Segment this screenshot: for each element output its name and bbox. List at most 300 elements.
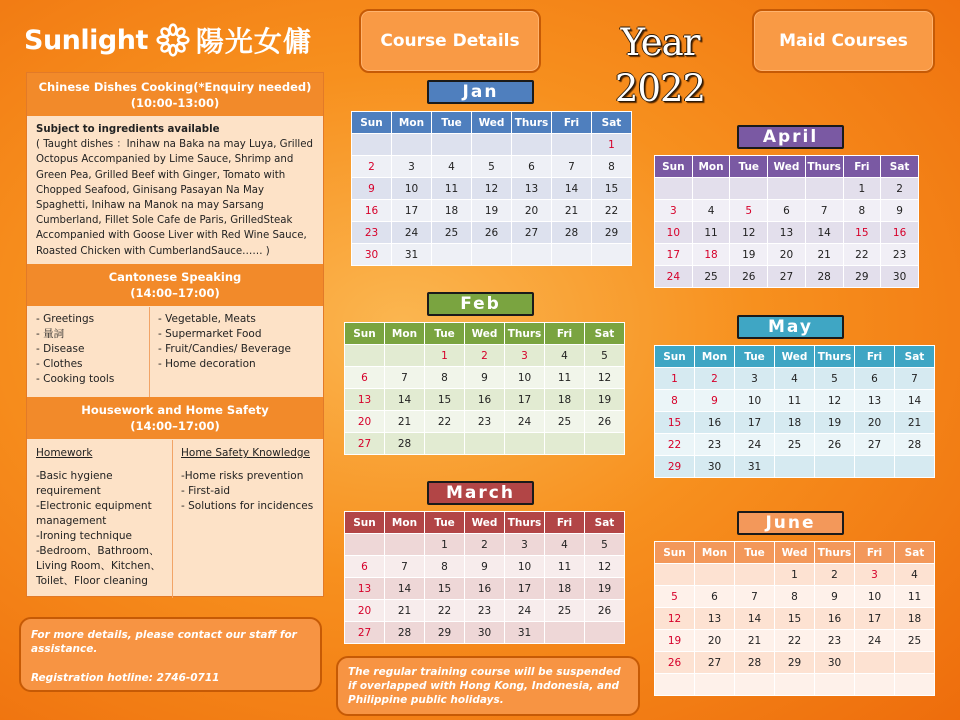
empty-day-cell	[655, 674, 695, 696]
day-cell[interactable]: 4	[545, 534, 585, 556]
day-cell[interactable]: 19	[585, 578, 625, 600]
day-cell[interactable]: 4	[692, 200, 730, 222]
day-cell[interactable]: 10	[505, 556, 545, 578]
day-cell[interactable]: 12	[472, 178, 512, 200]
day-cell[interactable]: 1	[775, 564, 815, 586]
day-cell[interactable]: 9	[881, 200, 919, 222]
topic-item: -Ironing technique	[36, 530, 132, 542]
day-cell[interactable]: 30	[695, 456, 735, 478]
logo-chinese-name: 陽光女傭	[195, 25, 312, 58]
empty-day-cell	[855, 456, 895, 478]
day-cell[interactable]: 4	[545, 345, 585, 367]
day-cell[interactable]: 27	[512, 222, 552, 244]
course-details-button[interactable]	[359, 9, 541, 73]
empty-day-cell	[545, 622, 585, 644]
day-cell[interactable]: 8	[843, 200, 881, 222]
day-cell[interactable]: 1	[592, 134, 632, 156]
day-cell[interactable]: 16	[465, 578, 505, 600]
cooking-header	[27, 73, 323, 117]
calendar-feb	[344, 322, 625, 455]
day-cell[interactable]: 19	[472, 200, 512, 222]
day-cell[interactable]: 21	[735, 630, 775, 652]
holiday-suspension-note	[336, 656, 640, 716]
day-cell[interactable]: 26	[585, 411, 625, 433]
day-cell[interactable]: 24	[392, 222, 432, 244]
day-cell[interactable]: 8	[592, 156, 632, 178]
day-cell[interactable]: 27	[768, 266, 806, 288]
week-row	[655, 674, 935, 696]
cooking-subtitle: Subject to ingredients available	[36, 124, 220, 135]
week-row	[352, 244, 632, 266]
day-cell[interactable]: 11	[545, 556, 585, 578]
week-row	[655, 586, 935, 608]
week-row	[655, 652, 935, 674]
day-cell[interactable]: 16	[465, 389, 505, 411]
day-cell[interactable]: 1	[843, 178, 881, 200]
day-cell[interactable]: 14	[895, 390, 935, 412]
week-row	[345, 622, 625, 644]
day-cell[interactable]: 20	[345, 411, 385, 433]
empty-day-cell	[345, 345, 385, 367]
day-cell[interactable]: 25	[775, 434, 815, 456]
weekday-header: Sun	[655, 156, 693, 178]
day-cell[interactable]: 5	[815, 368, 855, 390]
day-cell[interactable]: 23	[465, 600, 505, 622]
topic-item: - Vegetable, Meats	[158, 313, 256, 325]
day-cell[interactable]: 13	[512, 178, 552, 200]
weekday-header: Mon	[692, 156, 730, 178]
day-cell[interactable]: 10	[392, 178, 432, 200]
day-cell[interactable]: 8	[655, 390, 695, 412]
day-cell[interactable]: 7	[385, 367, 425, 389]
suspension-text: The regular training course will be suspended if overlapped with Hong Kong, Indonesia, and Philippine public holidays.	[348, 666, 621, 706]
day-cell[interactable]: 16	[881, 222, 919, 244]
day-cell[interactable]: 15	[425, 578, 465, 600]
day-cell[interactable]: 7	[805, 200, 843, 222]
day-cell[interactable]: 14	[805, 222, 843, 244]
week-row	[345, 578, 625, 600]
day-cell[interactable]: 18	[692, 244, 730, 266]
day-cell[interactable]: 1	[655, 368, 695, 390]
homework-heading: Homework	[36, 447, 93, 459]
topic-item: - First-aid	[181, 485, 231, 497]
day-cell[interactable]: 2	[881, 178, 919, 200]
day-cell[interactable]: 22	[425, 600, 465, 622]
empty-day-cell	[895, 456, 935, 478]
empty-day-cell	[768, 178, 806, 200]
day-cell[interactable]: 23	[815, 630, 855, 652]
empty-day-cell	[472, 134, 512, 156]
empty-day-cell	[345, 534, 385, 556]
weekday-header: Wed	[472, 112, 512, 134]
week-row	[655, 608, 935, 630]
day-cell[interactable]: 16	[695, 412, 735, 434]
week-row	[655, 630, 935, 652]
empty-day-cell	[895, 652, 935, 674]
weekday-header: Wed	[775, 346, 815, 368]
day-cell[interactable]: 28	[895, 434, 935, 456]
weekday-header: Tue	[425, 512, 465, 534]
day-cell[interactable]: 17	[735, 412, 775, 434]
day-cell[interactable]: 29	[592, 222, 632, 244]
week-row	[345, 345, 625, 367]
day-cell[interactable]: 18	[545, 389, 585, 411]
day-cell[interactable]: 25	[545, 411, 585, 433]
day-cell[interactable]: 12	[815, 390, 855, 412]
day-cell[interactable]: 24	[735, 434, 775, 456]
day-cell[interactable]: 14	[385, 389, 425, 411]
day-cell[interactable]: 24	[505, 411, 545, 433]
day-cell[interactable]: 9	[815, 586, 855, 608]
day-cell[interactable]: 5	[655, 586, 695, 608]
day-cell[interactable]: 25	[692, 266, 730, 288]
day-cell[interactable]: 10	[505, 367, 545, 389]
weekday-header: Fri	[552, 112, 592, 134]
day-cell[interactable]: 30	[815, 652, 855, 674]
topic-item: -Home risks prevention	[181, 470, 304, 482]
day-cell[interactable]: 31	[505, 622, 545, 644]
week-row	[352, 156, 632, 178]
day-cell[interactable]: 13	[855, 390, 895, 412]
weekday-header: Mon	[385, 323, 425, 345]
week-row	[352, 200, 632, 222]
day-cell[interactable]: 1	[425, 345, 465, 367]
weekday-header: Thurs	[815, 346, 855, 368]
day-cell[interactable]: 9	[465, 367, 505, 389]
day-cell[interactable]: 10	[735, 390, 775, 412]
day-cell[interactable]: 22	[655, 434, 695, 456]
day-cell[interactable]: 26	[655, 652, 695, 674]
cantonese-body	[27, 307, 323, 397]
day-cell[interactable]: 7	[895, 368, 935, 390]
day-cell[interactable]: 2	[352, 156, 392, 178]
day-cell[interactable]: 25	[432, 222, 472, 244]
empty-day-cell	[815, 456, 855, 478]
empty-day-cell	[432, 244, 472, 266]
weekday-header: Tue	[432, 112, 472, 134]
home-safety-heading: Home Safety Knowledge	[181, 447, 310, 459]
day-cell[interactable]: 17	[505, 389, 545, 411]
day-cell[interactable]: 4	[432, 156, 472, 178]
day-cell[interactable]: 20	[768, 244, 806, 266]
week-row	[352, 222, 632, 244]
day-cell[interactable]: 17	[855, 608, 895, 630]
week-row	[352, 178, 632, 200]
day-cell[interactable]: 20	[345, 600, 385, 622]
day-cell[interactable]: 18	[775, 412, 815, 434]
day-cell[interactable]: 2	[465, 534, 505, 556]
cooking-dishes: ( Taught dishes ：Inihaw na Baka na may Luya, Grilled Octopus Accompanied by Lime Sauce, Shrimp and Green Pea, Grilled Beef with Ginger, Tomato with Chopped Seafood, Ginisang Pasayan Na May Spaghetti, Inihaw na Manok na may Sarsang Cumberland, Fillet Sole Cafe de Paris, GrilledSteak Accompanied with Goose Liver with Red Wine Sauce, Roasted Chicken with CumberlandSauce…… )	[36, 139, 313, 257]
weekday-header: Tue	[735, 542, 775, 564]
day-cell[interactable]: 8	[425, 367, 465, 389]
day-cell[interactable]: 14	[552, 178, 592, 200]
day-cell[interactable]: 20	[695, 630, 735, 652]
day-cell[interactable]: 25	[545, 600, 585, 622]
day-cell[interactable]: 6	[345, 367, 385, 389]
day-cell[interactable]: 13	[695, 608, 735, 630]
day-cell[interactable]: 28	[552, 222, 592, 244]
day-cell[interactable]: 31	[392, 244, 432, 266]
month-title-march: March	[427, 481, 534, 505]
weekday-header: Tue	[425, 323, 465, 345]
cantonese-time: (14:00–17:00)	[130, 286, 220, 300]
day-cell[interactable]: 29	[775, 652, 815, 674]
week-row	[345, 389, 625, 411]
day-cell[interactable]: 9	[695, 390, 735, 412]
day-cell[interactable]: 3	[392, 156, 432, 178]
weekday-header: Fri	[545, 323, 585, 345]
empty-day-cell	[655, 178, 693, 200]
week-row	[345, 600, 625, 622]
day-cell[interactable]: 14	[735, 608, 775, 630]
day-cell[interactable]: 18	[545, 578, 585, 600]
week-row	[655, 178, 919, 200]
day-cell[interactable]: 17	[505, 578, 545, 600]
empty-day-cell	[592, 244, 632, 266]
day-cell[interactable]: 25	[895, 630, 935, 652]
day-cell[interactable]: 12	[585, 367, 625, 389]
day-cell[interactable]: 22	[775, 630, 815, 652]
day-cell[interactable]: 21	[385, 411, 425, 433]
cooking-title: Chinese Dishes Cooking(*Enquiry needed)	[38, 80, 312, 94]
day-cell[interactable]: 17	[392, 200, 432, 222]
day-cell[interactable]: 11	[432, 178, 472, 200]
day-cell[interactable]: 27	[695, 652, 735, 674]
weekday-header: Thurs	[815, 542, 855, 564]
day-cell[interactable]: 15	[592, 178, 632, 200]
day-cell[interactable]: 28	[385, 622, 425, 644]
day-cell[interactable]: 11	[895, 586, 935, 608]
week-row	[655, 412, 935, 434]
day-cell[interactable]: 2	[695, 368, 735, 390]
day-cell[interactable]: 22	[843, 244, 881, 266]
day-cell[interactable]: 20	[855, 412, 895, 434]
day-cell[interactable]: 3	[735, 368, 775, 390]
day-cell[interactable]: 21	[895, 412, 935, 434]
cantonese-topics-right	[149, 307, 323, 397]
day-cell[interactable]: 26	[472, 222, 512, 244]
week-row	[345, 556, 625, 578]
week-row	[655, 266, 919, 288]
day-cell[interactable]: 15	[843, 222, 881, 244]
day-cell[interactable]: 1	[425, 534, 465, 556]
day-cell[interactable]: 13	[345, 389, 385, 411]
topic-item: - Fruit/Candies/ Beverage	[158, 343, 291, 355]
weekday-header: Tue	[735, 346, 775, 368]
day-cell[interactable]: 14	[385, 578, 425, 600]
weekday-header: Sun	[345, 323, 385, 345]
weekday-header: Tue	[730, 156, 768, 178]
topic-item: - Cooking tools	[36, 373, 115, 385]
empty-day-cell	[775, 456, 815, 478]
week-row	[345, 367, 625, 389]
maid-courses-label: Maid Courses	[779, 31, 908, 51]
day-cell[interactable]: 26	[585, 600, 625, 622]
week-row	[655, 222, 919, 244]
day-cell[interactable]: 6	[855, 368, 895, 390]
day-cell[interactable]: 2	[815, 564, 855, 586]
day-cell[interactable]: 22	[425, 411, 465, 433]
day-cell[interactable]: 19	[730, 244, 768, 266]
registration-hotline: Registration hotline: 2746-0711	[31, 672, 220, 684]
day-cell[interactable]: 28	[735, 652, 775, 674]
day-cell[interactable]: 27	[345, 433, 385, 455]
day-cell[interactable]: 6	[768, 200, 806, 222]
day-cell[interactable]: 24	[855, 630, 895, 652]
day-cell[interactable]: 3	[855, 564, 895, 586]
day-cell[interactable]: 23	[465, 411, 505, 433]
day-cell[interactable]: 24	[655, 266, 693, 288]
day-cell[interactable]: 23	[881, 244, 919, 266]
day-cell[interactable]: 7	[735, 586, 775, 608]
empty-day-cell	[505, 433, 545, 455]
day-cell[interactable]: 5	[472, 156, 512, 178]
day-cell[interactable]: 27	[345, 622, 385, 644]
day-cell[interactable]: 9	[465, 556, 505, 578]
contact-note	[19, 617, 322, 692]
day-cell[interactable]: 11	[692, 222, 730, 244]
day-cell[interactable]: 6	[512, 156, 552, 178]
weekday-header: Thurs	[505, 512, 545, 534]
day-cell[interactable]: 16	[815, 608, 855, 630]
day-cell[interactable]: 30	[352, 244, 392, 266]
topic-item: -Electronic equipment management	[36, 500, 152, 527]
year-title: Year 2022	[614, 21, 706, 110]
day-cell[interactable]: 8	[775, 586, 815, 608]
day-cell[interactable]: 20	[512, 200, 552, 222]
day-cell[interactable]: 23	[352, 222, 392, 244]
course-panel	[26, 72, 324, 597]
day-cell[interactable]: 22	[592, 200, 632, 222]
empty-day-cell	[352, 134, 392, 156]
day-cell[interactable]: 2	[465, 345, 505, 367]
day-cell[interactable]: 10	[855, 586, 895, 608]
weekday-header: Mon	[392, 112, 432, 134]
empty-day-cell	[855, 652, 895, 674]
day-cell[interactable]: 10	[655, 222, 693, 244]
day-cell[interactable]: 5	[585, 534, 625, 556]
weekday-header: Thurs	[505, 323, 545, 345]
day-cell[interactable]: 12	[655, 608, 695, 630]
maid-courses-button[interactable]	[752, 9, 935, 73]
empty-day-cell	[695, 564, 735, 586]
empty-day-cell	[385, 534, 425, 556]
empty-day-cell	[855, 674, 895, 696]
housework-time: (14:00–17:00)	[130, 419, 220, 433]
month-title-june: June	[737, 511, 844, 535]
day-cell[interactable]: 5	[585, 345, 625, 367]
day-cell[interactable]: 28	[805, 266, 843, 288]
day-cell[interactable]: 7	[385, 556, 425, 578]
day-cell[interactable]: 26	[730, 266, 768, 288]
weekday-header: Wed	[775, 542, 815, 564]
day-cell[interactable]: 30	[881, 266, 919, 288]
housework-title: Housework and Home Safety	[81, 403, 269, 417]
weekday-header: Thurs	[512, 112, 552, 134]
day-cell[interactable]: 19	[815, 412, 855, 434]
day-cell[interactable]: 3	[655, 200, 693, 222]
weekday-header: Thurs	[805, 156, 843, 178]
day-cell[interactable]: 9	[352, 178, 392, 200]
empty-day-cell	[735, 564, 775, 586]
day-cell[interactable]: 19	[655, 630, 695, 652]
day-cell[interactable]: 15	[425, 389, 465, 411]
day-cell[interactable]: 21	[552, 200, 592, 222]
weekday-header: Fri	[855, 542, 895, 564]
weekday-header: Wed	[768, 156, 806, 178]
day-cell[interactable]: 18	[432, 200, 472, 222]
day-cell[interactable]: 21	[385, 600, 425, 622]
day-cell[interactable]: 6	[695, 586, 735, 608]
weekday-header: Fri	[855, 346, 895, 368]
week-row	[655, 456, 935, 478]
week-row	[655, 244, 919, 266]
day-cell[interactable]: 24	[505, 600, 545, 622]
day-cell[interactable]: 19	[585, 389, 625, 411]
empty-day-cell	[512, 244, 552, 266]
day-cell[interactable]: 16	[352, 200, 392, 222]
topic-item: - Clothes	[36, 358, 83, 370]
day-cell[interactable]: 26	[815, 434, 855, 456]
month-title-april: April	[737, 125, 844, 149]
day-cell[interactable]: 11	[775, 390, 815, 412]
day-cell[interactable]: 21	[805, 244, 843, 266]
cantonese-topics-left	[27, 307, 149, 397]
home-safety-column	[172, 440, 323, 598]
day-cell[interactable]: 4	[775, 368, 815, 390]
day-cell[interactable]: 3	[505, 534, 545, 556]
weekday-header: Sat	[585, 323, 625, 345]
sunlight-logo	[24, 18, 312, 62]
day-cell[interactable]: 15	[655, 412, 695, 434]
topic-item: - Home decoration	[158, 358, 256, 370]
day-cell[interactable]: 18	[895, 608, 935, 630]
day-cell[interactable]: 29	[655, 456, 695, 478]
day-cell[interactable]: 15	[775, 608, 815, 630]
topic-item: - 量詞	[36, 328, 65, 340]
empty-day-cell	[895, 674, 935, 696]
day-cell[interactable]: 11	[545, 367, 585, 389]
calendar-march	[344, 511, 625, 644]
day-cell[interactable]: 17	[655, 244, 693, 266]
day-cell[interactable]: 4	[895, 564, 935, 586]
calendar-april	[654, 155, 919, 288]
day-cell[interactable]: 13	[345, 578, 385, 600]
day-cell[interactable]: 31	[735, 456, 775, 478]
day-cell[interactable]: 12	[730, 222, 768, 244]
day-cell[interactable]: 29	[425, 622, 465, 644]
day-cell[interactable]: 7	[552, 156, 592, 178]
weekday-header: Mon	[385, 512, 425, 534]
day-cell[interactable]: 30	[465, 622, 505, 644]
day-cell[interactable]: 23	[695, 434, 735, 456]
month-title-jan: Jan	[427, 80, 534, 104]
day-cell[interactable]: 3	[505, 345, 545, 367]
day-cell[interactable]: 5	[730, 200, 768, 222]
day-cell[interactable]: 27	[855, 434, 895, 456]
empty-day-cell	[730, 178, 768, 200]
calendar-june	[654, 541, 935, 696]
weekday-header: Sun	[655, 346, 695, 368]
empty-day-cell	[692, 178, 730, 200]
day-cell[interactable]: 13	[768, 222, 806, 244]
day-cell[interactable]: 8	[425, 556, 465, 578]
weekday-header: Mon	[695, 542, 735, 564]
day-cell[interactable]: 12	[585, 556, 625, 578]
day-cell[interactable]: 28	[385, 433, 425, 455]
day-cell[interactable]: 6	[345, 556, 385, 578]
day-cell[interactable]: 29	[843, 266, 881, 288]
